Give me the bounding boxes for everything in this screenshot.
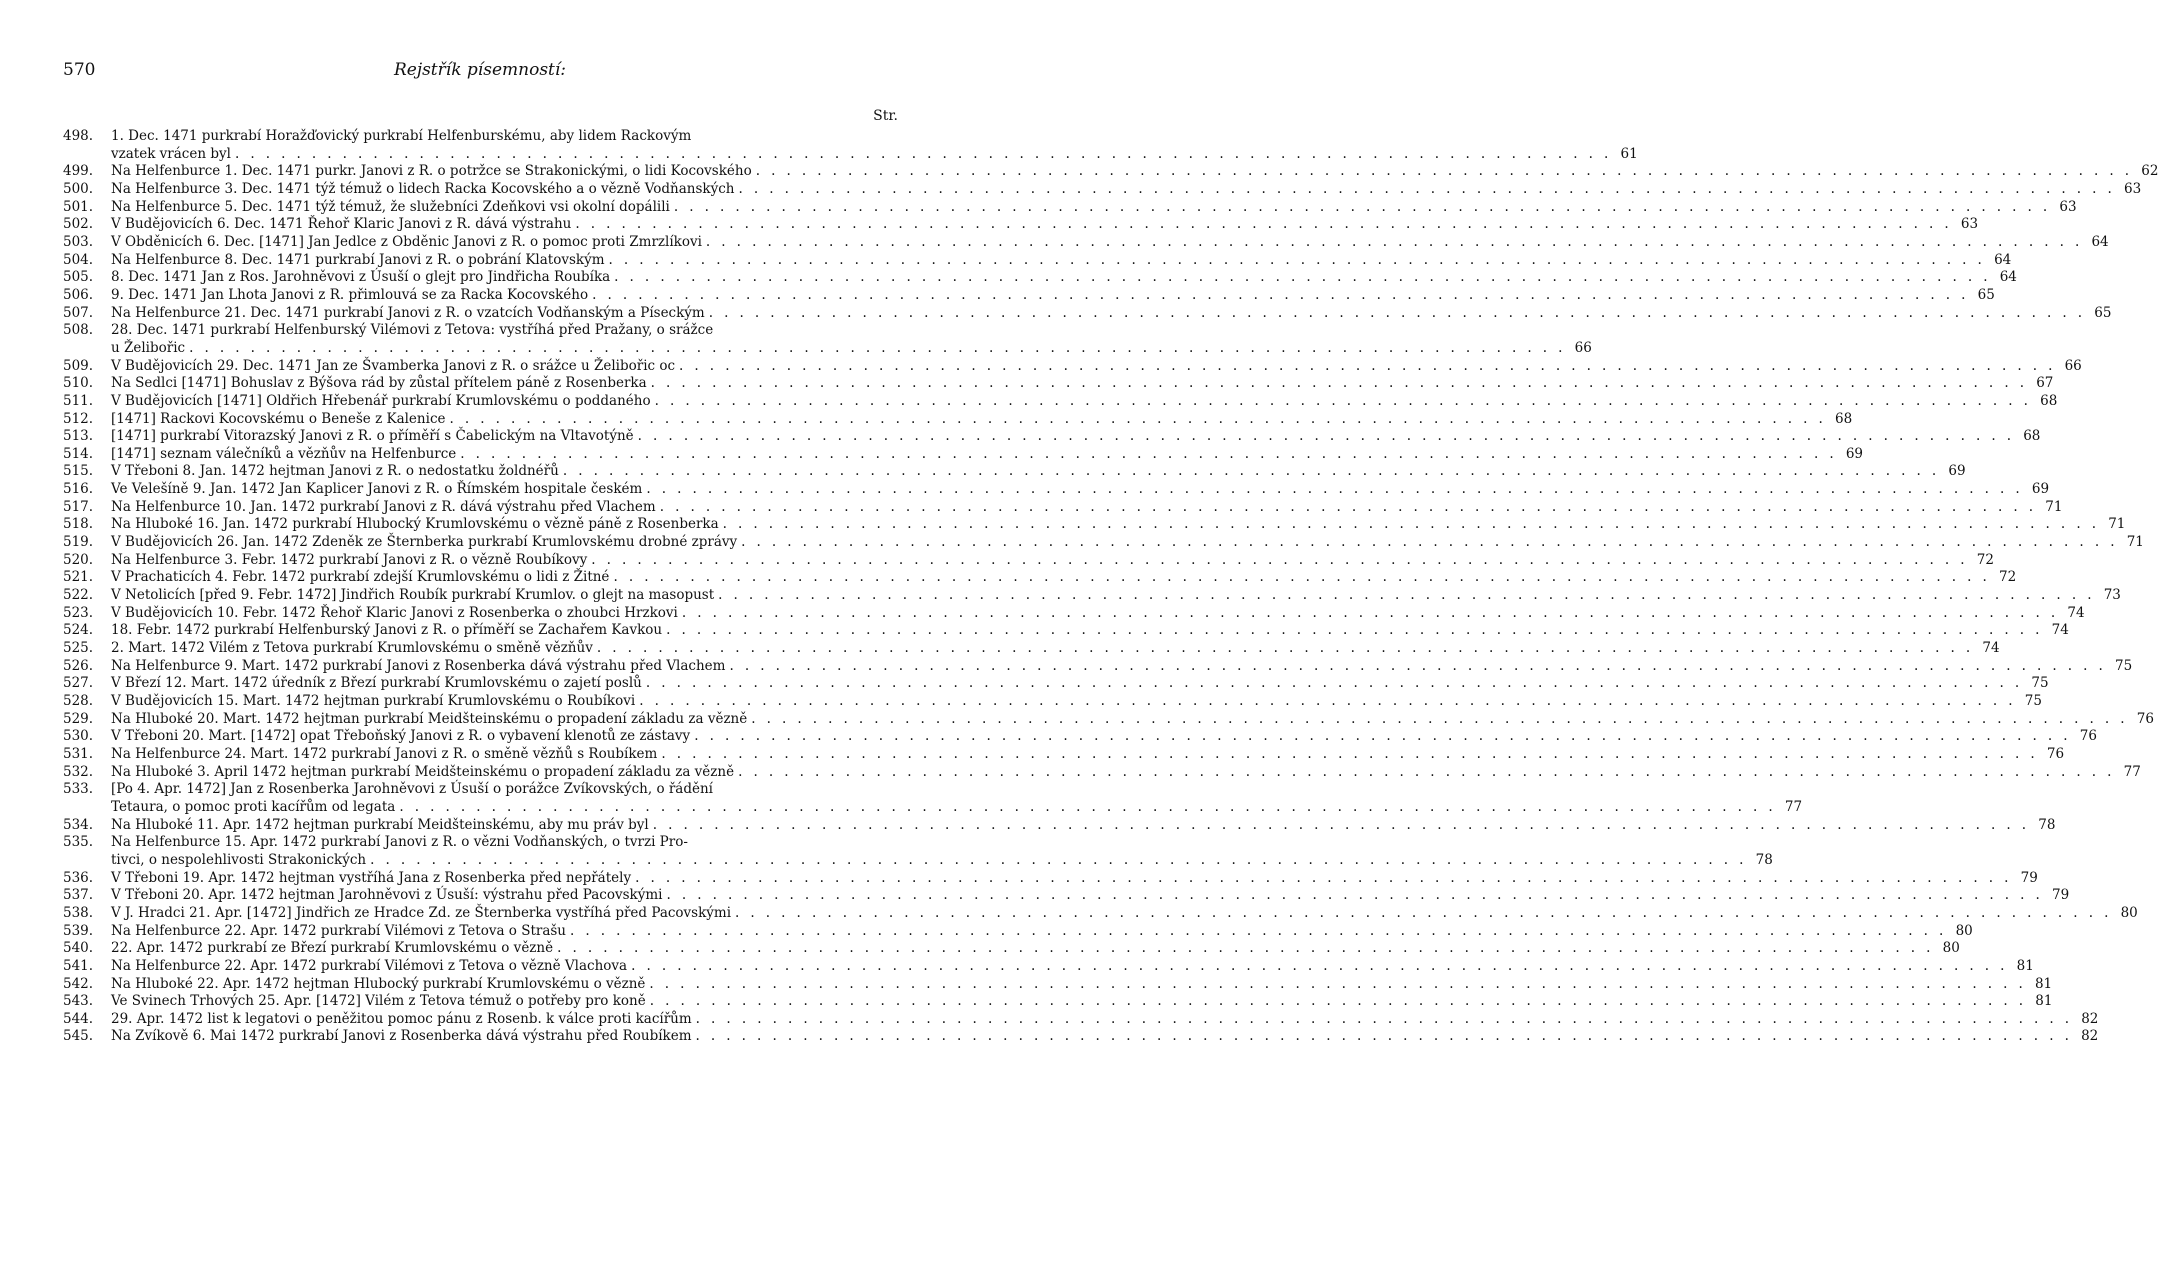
entry-number: 533. [63, 781, 94, 798]
register-entry [63, 392, 2058, 411]
entry-number: 519. [63, 534, 94, 551]
register-entry [63, 622, 2069, 640]
entry-page-ref: 80 [1942, 940, 1960, 957]
dot-leader: . . . . . . . . . . . . . . . . . . . . . . . . . . . . . . . . . . . . . . . . . . . . . . . . . . . . . . . . . . . . . . . . . . . . . . . . . . . . . . . . . . . . . . . . . . [637, 428, 2015, 445]
entry-page-ref: 64 [1999, 269, 2017, 286]
entry-text: [1471] purkrabí Vitorazský Janovi z R. o příměří s Čabelickým na Vltavotýně [111, 428, 634, 445]
entry-number: 498. [63, 128, 94, 144]
register-entry [63, 904, 2138, 923]
entry-number: 513. [63, 428, 94, 445]
entry-page-ref: 81 [2016, 957, 2034, 974]
entry-number: 544. [63, 1010, 94, 1027]
dot-leader: . . . . . . . . . . . . . . . . . . . . . . . . . . . . . . . . . . . . . . . . . . . . . . . . . . . . . . . . . . . . . . . . . . . . . . . . . . . . . . . . . . . . . . . . . . [646, 481, 2024, 498]
entry-page-ref: 74 [2067, 604, 2085, 621]
entry-page-ref: 78 [2038, 816, 2056, 833]
entry-page-ref: 68 [2023, 428, 2041, 445]
register-entries [63, 128, 2158, 1046]
register-entry [63, 357, 2082, 376]
dot-leader: . . . . . . . . . . . . . . . . . . . . . . . . . . . . . . . . . . . . . . . . . . . . . . . . . . . . . . . . . . . . . . . . . . . . . . . . . . . . . . . . . . . . . . . . . . [652, 816, 2030, 833]
entry-number: 525. [63, 640, 94, 657]
register-entry [63, 1028, 2099, 1046]
entry-text: V Obděnicích 6. Dec. [1471] Jan Jedlce z Obděnic Janovi z R. o pomoc proti Zmrzlíkovi [111, 233, 702, 250]
entry-page-ref: 79 [2020, 869, 2038, 886]
entry-number: 523. [63, 604, 94, 621]
entry-text: V Budějovicích 15. Mart. 1472 hejtman purkrabí Krumlovskému o Roubíkovi [111, 693, 636, 709]
entry-number: 543. [63, 993, 94, 1010]
register-entry [63, 940, 1960, 958]
entry-page-ref: 75 [2115, 657, 2133, 674]
entry-text: 22. Apr. 1472 purkrabí ze Březí purkrabí Krumlovskému o vězně [111, 940, 554, 957]
entry-number: 524. [63, 622, 94, 639]
entry-text: Na Helfenburce 21. Dec. 1471 purkrabí Janovi z R. o vzatcích Vodňanským a Píseckým [111, 304, 705, 321]
running-title: Rejstřík písemností: [393, 60, 567, 80]
register-entry [63, 569, 2017, 587]
dot-leader: . . . . . . . . . . . . . . . . . . . . . . . . . . . . . . . . . . . . . . . . . . . . . . . . . . . . . . . . . . . . . . . . . . . . . . . . . . . . . . . . . . . . . . . . . . [659, 498, 2037, 515]
entry-text: V Třeboni 8. Jan. 1472 hejtman Janovi z R. o nedostatku žoldnéřů [111, 463, 559, 480]
dot-leader: . . . . . . . . . . . . . . . . . . . . . . . . . . . . . . . . . . . . . . . . . . . . . . . . . . . . . . . . . . . . . . . . . . . . . . . . . . . . . . . . . . . . . . . . . . [570, 922, 1947, 939]
entry-text: Na Helfenburce 24. Mart. 1472 purkrabí Janovi z R. o směně vězňů s Roubíkem [111, 745, 658, 762]
dot-leader: . . . . . . . . . . . . . . . . . . . . . . . . . . . . . . . . . . . . . . . . . . . . . . . . . . . . . . . . . . . . . . . . . . . . . . . . . . . . . . . . . . . . . . . . . . [738, 180, 2116, 197]
entry-page-ref: 68 [2040, 392, 2058, 409]
entry-page-ref: 75 [2024, 693, 2042, 709]
entry-text: Tetaura, o pomoc proti kacířům od legata [111, 798, 396, 815]
register-entry [63, 428, 2041, 446]
entry-page-ref: 78 [1755, 851, 1773, 868]
dot-leader: . . . . . . . . . . . . . . . . . . . . . . . . . . . . . . . . . . . . . . . . . . . . . . . . . . . . . . . . . . . . . . . . . . . . . . . . . . . . . . . . . . . . . . . . . . [449, 410, 1827, 427]
entry-number: 538. [63, 904, 94, 921]
entry-number: 539. [63, 922, 94, 939]
entry-text: V Budějovicích 10. Febr. 1472 Řehoř Klaric Janovi z Rosenberka o zhoubci Hrzkovi [111, 604, 678, 621]
entry-text: Na Helfenburce 15. Apr. 1472 purkrabí Janovi z R. o vězni Vodňanských, o tvrzi Pro- [111, 834, 688, 851]
dot-leader: . . . . . . . . . . . . . . . . . . . . . . . . . . . . . . . . . . . . . . . . . . . . . . . . . . . . . . . . . . . . . . . . . . . . . . . . . . . . . . . . . . . . . . . . . . [399, 798, 1777, 815]
dot-leader: . . . . . . . . . . . . . . . . . . . . . . . . . . . . . . . . . . . . . . . . . . . . . . . . . . . . . . . . . . . . . . . . . . . . . . . . . . . . . . . . . . . . . . . . . . [596, 640, 1974, 657]
entry-page-ref: 64 [2091, 233, 2109, 250]
entry-number: 502. [63, 216, 94, 233]
entry-number: 535. [63, 834, 94, 851]
entry-text: u Želibořic [111, 339, 186, 356]
register-entry [63, 410, 1853, 429]
register-entry [63, 675, 2049, 693]
register-entry [63, 745, 2065, 764]
entry-page-ref: 67 [2036, 375, 2054, 392]
dot-leader: . . . . . . . . . . . . . . . . . . . . . . . . . . . . . . . . . . . . . . . . . . . . . . . . . . . . . . . . . . . . . . . . . . . . . . . . . . . . . . . . . . . . . . . . . . [650, 375, 2028, 392]
entry-page-ref: 81 [2034, 975, 2053, 992]
register-entry [63, 657, 2133, 676]
dot-leader: . . . . . . . . . . . . . . . . . . . . . . . . . . . . . . . . . . . . . . . . . . . . . . . . . . . . . . . . . . . . . . . . . . . . . . . . . . . . . . . . . . . . . . . . . . [681, 604, 2059, 621]
entry-text: 1. Dec. 1471 purkrabí Horažďovický purkrabí Helfenburskému, aby lidem Rackovým [111, 128, 692, 144]
entry-page-ref: 79 [2052, 887, 2070, 904]
entry-text: V Březí 12. Mart. 1472 úředník z Březí purkrabí Krumlovskému o zajetí poslů [111, 675, 642, 692]
register-entry [63, 163, 2158, 181]
dot-leader: . . . . . . . . . . . . . . . . . . . . . . . . . . . . . . . . . . . . . . . . . . . . . . . . . . . . . . . . . . . . . . . . . . . . . . . . . . . . . . . . . . . . . . . . . . [695, 1010, 2073, 1027]
entry-page-ref: 82 [2081, 1010, 2099, 1027]
entry-text: Na Helfenburce 8. Dec. 1471 purkrabí Janovi z R. o pobrání Klatovským [111, 251, 605, 268]
entry-page-ref: 72 [1998, 569, 2017, 586]
entry-page-ref: 82 [2081, 1028, 2099, 1045]
entry-number: 512. [63, 410, 94, 427]
entry-number: 507. [63, 304, 94, 321]
entry-page-ref: 76 [2079, 728, 2097, 745]
entry-text: Na Zvíkově 6. Mai 1472 purkrabí Janovi z Rosenberka dává výstrahu před Roubíkem [111, 1028, 692, 1045]
entry-page-ref: 68 [1835, 410, 1853, 427]
entry-text: Ve Velešíně 9. Jan. 1472 Jan Kaplicer Janovi z R. o Římském hospitale českém [111, 481, 643, 498]
dot-leader: . . . . . . . . . . . . . . . . . . . . . . . . . . . . . . . . . . . . . . . . . . . . . . . . . . . . . . . . . . . . . . . . . . . . . . . . . . . . . . . . . . . . . . . . . . [673, 198, 2051, 215]
entry-page-ref: 76 [2136, 710, 2154, 727]
dot-leader: . . . . . . . . . . . . . . . . . . . . . . . . . . . . . . . . . . . . . . . . . . . . . . . . . . . . . . . . . . . . . . . . . . . . . . . . . . . . . . . . . . . . . . . . . . [614, 269, 1991, 286]
register-entry [63, 781, 1803, 816]
register-entry [63, 975, 2053, 994]
entry-text: Na Helfenburce 3. Dec. 1471 týž témuž o lidech Racka Kocovského a o vězně Vodňanských [111, 180, 735, 197]
dot-leader: . . . . . . . . . . . . . . . . . . . . . . . . . . . . . . . . . . . . . . . . . . . . . . . . . . . . . . . . . . . . . . . . . . . . . . . . . . . . . . . . . . . . . . . . . . [635, 869, 2012, 886]
entry-page-ref: 77 [1784, 798, 1803, 815]
entry-page-ref: 77 [2123, 763, 2141, 780]
dot-leader: . . . . . . . . . . . . . . . . . . . . . . . . . . . . . . . . . . . . . . . . . . . . . . . . . . . . . . . . . . . . . . . . . . . . . . . . . . . . . . . . . . . . . . . . . . [735, 904, 2112, 921]
register-entry [63, 534, 2144, 552]
dot-leader: . . . . . . . . . . . . . . . . . . . . . . . . . . . . . . . . . . . . . . . . . . . . . . . . . . . . . . . . . . . . . . . . . . . . . . . . . . . . . . . . . . . . . . . . . . [661, 745, 2039, 762]
dot-leader: . . . . . . . . . . . . . . . . . . . . . . . . . . . . . . . . . . . . . . . . . . . . . . . . . . . . . . . . . . . . . . . . . . . . . . . . . . . . . . . . . . . . . . . . . . [708, 304, 2086, 321]
entry-number: 503. [63, 233, 94, 250]
entry-text: Na Hluboké 20. Mart. 1472 hejtman purkrabí Meidšteinskému o propadení základu za vězně [111, 710, 748, 727]
entry-page-ref: 74 [1982, 640, 2000, 657]
entry-page-ref: 65 [2094, 304, 2112, 321]
entry-text: Na Helfenburce 10. Jan. 1472 purkrabí Janovi z R. dává výstrahu před Vlachem [111, 498, 656, 515]
register-entry [63, 286, 1995, 305]
dot-leader: . . . . . . . . . . . . . . . . . . . . . . . . . . . . . . . . . . . . . . . . . . . . . . . . . . . . . . . . . . . . . . . . . . . . . . . . . . . . . . . . . . . . . . . . . . [679, 357, 2056, 374]
entry-page-ref: 80 [1955, 922, 1973, 939]
dot-leader: . . . . . . . . . . . . . . . . . . . . . . . . . . . . . . . . . . . . . . . . . . . . . . . . . . . . . . . . . . . . . . . . . . . . . . . . . . . . . . . . . . . . . . . . . . [370, 851, 1747, 868]
dot-leader: . . . . . . . . . . . . . . . . . . . . . . . . . . . . . . . . . . . . . . . . . . . . . . . . . . . . . . . . . . . . . . . . . . . . . . . . . . . . . . . . . . . . . . . . . . [741, 534, 2118, 551]
dot-leader: . . . . . . . . . . . . . . . . . . . . . . . . . . . . . . . . . . . . . . . . . . . . . . . . . . . . . . . . . . . . . . . . . . . . . . . . . . . . . . . . . . . . . . . . . . [751, 710, 2128, 727]
entry-page-ref: 76 [2046, 745, 2065, 762]
entry-page-ref: 81 [2035, 993, 2053, 1010]
dot-leader: . . . . . . . . . . . . . . . . . . . . . . . . . . . . . . . . . . . . . . . . . . . . . . . . . . . . . . . . . . . . . . . . . . . . . . . . . . . . . . . . . . . . . . . . . . [649, 975, 2027, 992]
dot-leader: . . . . . . . . . . . . . . . . . . . . . . . . . . . . . . . . . . . . . . . . . . . . . . . . . . . . . . . . . . . . . . . . . . . . . . . . . . . . . . . . . . . . . . . . . . [645, 675, 2023, 692]
entry-text: V Budějovicích 29. Dec. 1471 Jan ze Švamberka Janovi z R. o srážce u Želibořic oc [111, 357, 676, 374]
entry-text: Na Helfenburce 22. Apr. 1472 purkrabí Vilémovi z Tetova o Strašu [111, 922, 567, 939]
entry-text: V Třeboni 19. Apr. 1472 hejtman vystříhá Jana z Rosenberka před nepřátely [111, 869, 632, 886]
entry-text: 2. Mart. 1472 Vilém z Tetova purkrabí Krumlovskému o směně vězňův [111, 640, 593, 657]
entry-number: 537. [63, 887, 94, 904]
register-entry [63, 551, 1994, 570]
register-entry [63, 640, 2000, 658]
dot-leader: . . . . . . . . . . . . . . . . . . . . . . . . . . . . . . . . . . . . . . . . . . . . . . . . . . . . . . . . . . . . . . . . . . . . . . . . . . . . . . . . . . . . . . . . . . [591, 551, 1968, 568]
entry-number: 508. [63, 322, 94, 339]
entry-number: 500. [63, 180, 94, 197]
entry-number: 540. [63, 940, 94, 957]
entry-text: [1471] seznam válečníků a vězňův na Helfenburce [111, 445, 457, 462]
register-entry [63, 604, 2085, 623]
dot-leader: . . . . . . . . . . . . . . . . . . . . . . . . . . . . . . . . . . . . . . . . . . . . . . . . . . . . . . . . . . . . . . . . . . . . . . . . . . . . . . . . . . . . . . . . . . [718, 587, 2095, 604]
page-header [63, 60, 897, 84]
entry-text: Na Helfenburce 3. Febr. 1472 purkrabí Janovi z R. o vězně Roubíkovy [111, 551, 588, 568]
entry-text: Na Helfenburce 5. Dec. 1471 týž témuž, že služebníci Zdeňkovi vsi okolní dopálili [111, 198, 670, 215]
entry-text: 8. Dec. 1471 Jan z Ros. Jarohněvovi z Úsuší o glejt pro Jindřicha Roubíka [111, 269, 611, 286]
register-entry [63, 957, 2034, 976]
dot-leader: . . . . . . . . . . . . . . . . . . . . . . . . . . . . . . . . . . . . . . . . . . . . . . . . . . . . . . . . . . . . . . . . . . . . . . . . . . . . . . . . . . . . . . . . . . [234, 145, 1612, 162]
register-entry [63, 322, 1592, 357]
dot-leader: . . . . . . . . . . . . . . . . . . . . . . . . . . . . . . . . . . . . . . . . . . . . . . . . . . . . . . . . . . . . . . . . . . . . . . . . . . . . . . . . . . . . . . . . . . [631, 957, 2008, 974]
entry-page-ref: 75 [2031, 675, 2049, 692]
dot-leader: . . . . . . . . . . . . . . . . . . . . . . . . . . . . . . . . . . . . . . . . . . . . . . . . . . . . . . . . . . . . . . . . . . . . . . . . . . . . . . . . . . . . . . . . . . [562, 463, 1940, 480]
entry-number: 517. [63, 498, 94, 515]
register-entry [63, 498, 2063, 517]
register-entry [63, 993, 2053, 1011]
dot-leader: . . . . . . . . . . . . . . . . . . . . . . . . . . . . . . . . . . . . . . . . . . . . . . . . . . . . . . . . . . . . . . . . . . . . . . . . . . . . . . . . . . . . . . . . . . [189, 339, 1566, 356]
entry-text: Na Hluboké 16. Jan. 1472 purkrabí Hlubocký Krumlovskému o vězně páně z Rosenberka [111, 516, 719, 533]
entry-text: Na Helfenburce 9. Mart. 1472 purkrabí Janovi z Rosenberka dává výstrahu před Vlachem [111, 657, 726, 674]
entry-number: 499. [63, 163, 94, 180]
register-entry [63, 816, 2056, 835]
entry-page-ref: 72 [1976, 551, 1994, 568]
entry-text: V Třeboni 20. Mart. [1472] opat Třeboňský Janovi z R. o vybavení klenotů ze zástavy [111, 728, 691, 745]
dot-leader: . . . . . . . . . . . . . . . . . . . . . . . . . . . . . . . . . . . . . . . . . . . . . . . . . . . . . . . . . . . . . . . . . . . . . . . . . . . . . . . . . . . . . . . . . . [592, 286, 1969, 303]
entry-number: 527. [63, 675, 94, 692]
entry-number: 522. [63, 587, 94, 604]
register-entry [63, 216, 1979, 234]
entry-text: [Po 4. Apr. 1472] Jan z Rosenberka Jarohněvovi z Úsuší o porážce Zvíkovských, o řádění [111, 781, 714, 798]
register-entry [63, 693, 2042, 711]
entry-text: 9. Dec. 1471 Jan Lhota Janovi z R. přimlouvá se za Racka Kocovského [111, 286, 589, 303]
register-entry [63, 869, 2038, 888]
entry-number: 509. [63, 357, 94, 374]
register-entry [63, 375, 2054, 393]
register-entry [63, 922, 1973, 941]
register-entry [63, 180, 2142, 199]
register-entry [63, 834, 1773, 869]
register-entry [63, 481, 2050, 499]
entry-text: Na Sedlci [1471] Bohuslav z Býšova rád by zůstal přítelem páně z Rosenberka [111, 375, 647, 392]
entry-text: 28. Dec. 1471 purkrabí Helfenburský Vilémovi z Tetova: vystříhá před Pražany, o srážce [111, 322, 714, 339]
register-entry [63, 728, 2097, 746]
dot-leader: . . . . . . . . . . . . . . . . . . . . . . . . . . . . . . . . . . . . . . . . . . . . . . . . . . . . . . . . . . . . . . . . . . . . . . . . . . . . . . . . . . . . . . . . . . [557, 940, 1934, 957]
dot-leader: . . . . . . . . . . . . . . . . . . . . . . . . . . . . . . . . . . . . . . . . . . . . . . . . . . . . . . . . . . . . . . . . . . . . . . . . . . . . . . . . . . . . . . . . . . [639, 693, 2016, 709]
register-entry [63, 516, 2126, 534]
entry-number: 505. [63, 269, 94, 286]
register-entry [63, 128, 1638, 163]
entry-text: V Budějovicích [1471] Oldřich Hřebenář purkrabí Krumlovskému o poddaného [111, 392, 651, 409]
register-entry [63, 269, 2017, 287]
entry-text: V Budějovicích 26. Jan. 1472 Zdeněk ze Šternberka purkrabí Krumlovskému drobné zprávy [111, 534, 738, 551]
entry-page-ref: 69 [1948, 463, 1966, 480]
entry-number: 501. [63, 198, 94, 215]
entry-number: 521. [63, 569, 94, 586]
entry-page-ref: 71 [2108, 516, 2126, 533]
entry-page-ref: 80 [2120, 904, 2138, 921]
register-entry [63, 1010, 2099, 1029]
page-column-label: Str. [873, 108, 898, 124]
entry-page-ref: 64 [1994, 251, 2012, 268]
dot-leader: . . . . . . . . . . . . . . . . . . . . . . . . . . . . . . . . . . . . . . . . . . . . . . . . . . . . . . . . . . . . . . . . . . . . . . . . . . . . . . . . . . . . . . . . . . [649, 993, 2027, 1010]
entry-number: 504. [63, 251, 94, 268]
entry-page-ref: 74 [2051, 622, 2069, 639]
entry-page-ref: 71 [2126, 534, 2144, 551]
entry-number: 528. [63, 693, 94, 709]
dot-leader: . . . . . . . . . . . . . . . . . . . . . . . . . . . . . . . . . . . . . . . . . . . . . . . . . . . . . . . . . . . . . . . . . . . . . . . . . . . . . . . . . . . . . . . . . . [608, 251, 1986, 268]
register-entry [63, 251, 2012, 270]
entry-page-ref: 65 [1977, 286, 1995, 303]
entry-text: 29. Apr. 1472 list k legatovi o peněžitou pomoc pánu z Rosenb. k válce proti kacířům [111, 1010, 692, 1027]
dot-leader: . . . . . . . . . . . . . . . . . . . . . . . . . . . . . . . . . . . . . . . . . . . . . . . . . . . . . . . . . . . . . . . . . . . . . . . . . . . . . . . . . . . . . . . . . . [460, 445, 1838, 462]
entry-number: 545. [63, 1028, 94, 1045]
entry-text: Na Helfenburce 1. Dec. 1471 purkr. Janovi z R. o potržce se Strakonickými, o lidi Kocovského [111, 163, 752, 180]
entry-number: 515. [63, 463, 94, 480]
entry-text: 18. Febr. 1472 purkrabí Helfenburský Janovi z R. o příměří se Zachařem Kavkou [111, 622, 663, 639]
register-entry [63, 463, 1966, 481]
register-entry [63, 887, 2070, 905]
dot-leader: . . . . . . . . . . . . . . . . . . . . . . . . . . . . . . . . . . . . . . . . . . . . . . . . . . . . . . . . . . . . . . . . . . . . . . . . . . . . . . . . . . . . . . . . . . [666, 622, 2043, 639]
dot-leader: . . . . . . . . . . . . . . . . . . . . . . . . . . . . . . . . . . . . . . . . . . . . . . . . . . . . . . . . . . . . . . . . . . . . . . . . . . . . . . . . . . . . . . . . . . [695, 1028, 2073, 1045]
register-entry [63, 763, 2141, 782]
entry-text: Na Helfenburce 22. Apr. 1472 purkrabí Vilémovi z Tetova o vězně Vlachova [111, 957, 628, 974]
dot-leader: . . . . . . . . . . . . . . . . . . . . . . . . . . . . . . . . . . . . . . . . . . . . . . . . . . . . . . . . . . . . . . . . . . . . . . . . . . . . . . . . . . . . . . . . . . [705, 233, 2083, 250]
entry-page-ref: 63 [2059, 198, 2077, 215]
entry-text: V Třeboni 20. Apr. 1472 hejtman Jarohněvovi z Úsuší: výstrahu před Pacovskými [111, 887, 663, 904]
dot-leader: . . . . . . . . . . . . . . . . . . . . . . . . . . . . . . . . . . . . . . . . . . . . . . . . . . . . . . . . . . . . . . . . . . . . . . . . . . . . . . . . . . . . . . . . . . [722, 516, 2100, 533]
entry-number: 520. [63, 551, 94, 568]
entry-text: V J. Hradci 21. Apr. [1472] Jindřich ze Hradce Zd. ze Šternberka vystříhá před Pacovskými [111, 904, 732, 921]
page-number: 570 [63, 60, 96, 80]
entry-number: 516. [63, 481, 94, 498]
entry-number: 531. [63, 745, 94, 762]
register-entry [63, 445, 1864, 464]
entry-page-ref: 63 [1960, 216, 1979, 233]
entry-number: 536. [63, 869, 94, 886]
entry-page-ref: 69 [1845, 445, 1864, 462]
entry-text: V Prachaticích 4. Febr. 1472 purkrabí zdejší Krumlovskému o lidi z Žitné [111, 569, 610, 586]
register-entry [63, 710, 2154, 729]
register-entry [63, 233, 2109, 252]
entry-number: 511. [63, 392, 94, 409]
entry-page-ref: 73 [2103, 587, 2121, 604]
entry-text: V Budějovicích 6. Dec. 1471 Řehoř Klaric Janovi z R. dává výstrahu [111, 216, 572, 233]
dot-leader: . . . . . . . . . . . . . . . . . . . . . . . . . . . . . . . . . . . . . . . . . . . . . . . . . . . . . . . . . . . . . . . . . . . . . . . . . . . . . . . . . . . . . . . . . . [755, 163, 2133, 180]
entry-page-ref: 66 [2064, 357, 2082, 374]
dot-leader: . . . . . . . . . . . . . . . . . . . . . . . . . . . . . . . . . . . . . . . . . . . . . . . . . . . . . . . . . . . . . . . . . . . . . . . . . . . . . . . . . . . . . . . . . . [694, 728, 2071, 745]
entry-number: 532. [63, 763, 94, 780]
entry-number: 534. [63, 816, 94, 833]
register-entry [63, 198, 2077, 217]
entry-text: vzatek vrácen byl [111, 145, 231, 162]
entry-number: 529. [63, 710, 94, 727]
dot-leader: . . . . . . . . . . . . . . . . . . . . . . . . . . . . . . . . . . . . . . . . . . . . . . . . . . . . . . . . . . . . . . . . . . . . . . . . . . . . . . . . . . . . . . . . . . [575, 216, 1953, 233]
entry-number: 514. [63, 445, 94, 462]
dot-leader: . . . . . . . . . . . . . . . . . . . . . . . . . . . . . . . . . . . . . . . . . . . . . . . . . . . . . . . . . . . . . . . . . . . . . . . . . . . . . . . . . . . . . . . . . . [654, 392, 2032, 409]
dot-leader: . . . . . . . . . . . . . . . . . . . . . . . . . . . . . . . . . . . . . . . . . . . . . . . . . . . . . . . . . . . . . . . . . . . . . . . . . . . . . . . . . . . . . . . . . . [666, 887, 2044, 904]
entry-number: 510. [63, 375, 94, 392]
register-entry [63, 587, 2121, 605]
entry-page-ref: 71 [2045, 498, 2063, 515]
dot-leader: . . . . . . . . . . . . . . . . . . . . . . . . . . . . . . . . . . . . . . . . . . . . . . . . . . . . . . . . . . . . . . . . . . . . . . . . . . . . . . . . . . . . . . . . . . [738, 763, 2115, 780]
entry-text: tivci, o nespolehlivosti Strakonických [111, 851, 367, 868]
entry-text: Na Hluboké 22. Apr. 1472 hejtman Hlubocký purkrabí Krumlovskému o vězně [111, 975, 646, 992]
dot-leader: . . . . . . . . . . . . . . . . . . . . . . . . . . . . . . . . . . . . . . . . . . . . . . . . . . . . . . . . . . . . . . . . . . . . . . . . . . . . . . . . . . . . . . . . . . [729, 657, 2107, 674]
entry-text: Na Hluboké 3. April 1472 hejtman purkrabí Meidšteinskému o propadení základu za vězně [111, 763, 735, 780]
entry-number: 530. [63, 728, 94, 745]
entry-page-ref: 69 [2031, 481, 2050, 498]
entry-number: 526. [63, 657, 94, 674]
entry-page-ref: 62 [2141, 163, 2158, 180]
entry-text: Na Hluboké 11. Apr. 1472 hejtman purkrabí Meidšteinskému, aby mu práv byl [111, 816, 649, 833]
entry-text: [1471] Rackovi Kocovskému o Beneše z Kalenice [111, 410, 446, 427]
entry-text: Ve Svinech Trhových 25. Apr. [1472] Vilém z Tetova témuž o potřeby pro koně [111, 993, 646, 1010]
register-entry [63, 304, 2112, 323]
entry-number: 541. [63, 957, 94, 974]
entry-number: 542. [63, 975, 94, 992]
entry-page-ref: 61 [1620, 145, 1638, 162]
entry-text: V Netolicích [před 9. Febr. 1472] Jindřich Roubík purkrabí Krumlov. o glejt na masopust [111, 587, 715, 604]
entry-number: 506. [63, 286, 94, 303]
entry-page-ref: 66 [1574, 339, 1592, 356]
entry-page-ref: 63 [2124, 180, 2142, 197]
dot-leader: . . . . . . . . . . . . . . . . . . . . . . . . . . . . . . . . . . . . . . . . . . . . . . . . . . . . . . . . . . . . . . . . . . . . . . . . . . . . . . . . . . . . . . . . . . [613, 569, 1991, 586]
entry-number: 518. [63, 516, 94, 533]
